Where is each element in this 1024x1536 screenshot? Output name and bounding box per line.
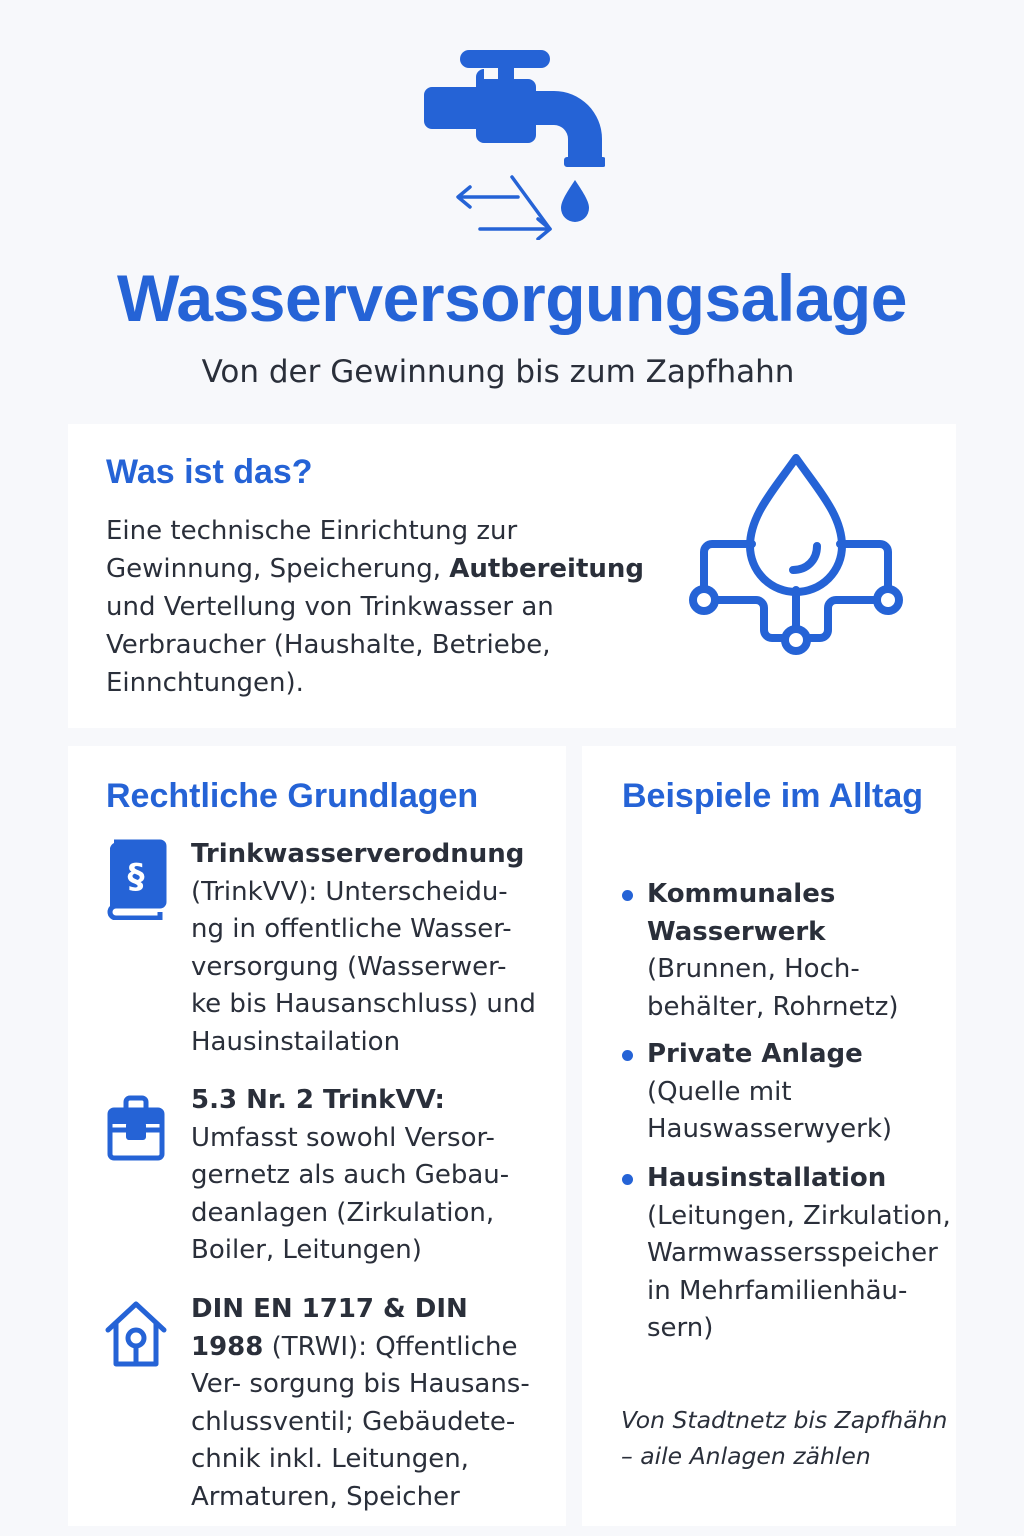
house-icon bbox=[104, 1296, 168, 1378]
svg-text:§: § bbox=[127, 857, 145, 897]
water-drop-network-icon bbox=[680, 452, 912, 662]
examples-heading: Beispiele im Alltag bbox=[622, 777, 924, 815]
legal-item: 5.3 Nr. 2 TrinkVV: Umfasst sowohl Versor- gernetz als auch Gebau- deanlagen (Zirkulation, Boiler, Leitungen) bbox=[191, 1085, 510, 1265]
what-description: Eine technische Einrichtung zur Gewinnung, Speicherung, Autbereitung und Vertellung von Trinkwasser an Verbraucher (Haushalte, Betriebe, Einnchtungen). bbox=[106, 516, 644, 698]
page-subtitle: Von der Gewinnung bis zum Zapfhahn bbox=[201, 354, 795, 390]
faucet-icon bbox=[420, 45, 605, 240]
examples-footer: Von Stadtnetz bis Zapfhähn – aile Anlagen zählen bbox=[621, 1406, 948, 1470]
example-text: Hausinstallation (Leitungen, Zirkulation, Warmwassersspeicher in Mehrfamilienhäu- sern) bbox=[647, 1163, 951, 1343]
legal-item: DIN EN 1717 & DIN 1988 (TRWI): Qffentliche Ver- sorgung bis Hausans- chlussventil; Gebäudete- chnik inkl. Leitungen, Armaturen, Speicher bbox=[191, 1294, 530, 1512]
bullet-icon bbox=[622, 1050, 633, 1061]
what-heading: Was ist das? bbox=[106, 453, 313, 491]
legal-item: Trinkwasserverodnung (TrinkVV): Unterscheidu- ng in offentliche Wasser- versorgung (Wasserwer- ke bis Hausanschluss) und Hausinstailation bbox=[191, 839, 536, 1057]
bullet-icon bbox=[622, 890, 633, 901]
legal-heading: Rechtliche Grundlagen bbox=[106, 777, 479, 815]
page-title: Wasserversorgungsalage bbox=[117, 261, 907, 335]
example-text: Private Anlage (Quelle mit Hauswasserwyerk) bbox=[647, 1039, 893, 1144]
example-text: Kommunales Wasserwerk (Brunnen, Hoch- behälter, Rohrnetz) bbox=[647, 879, 899, 1022]
bullet-icon bbox=[622, 1174, 633, 1185]
toolbox-icon bbox=[104, 1090, 168, 1172]
law-book-paragraph-icon bbox=[104, 838, 168, 920]
